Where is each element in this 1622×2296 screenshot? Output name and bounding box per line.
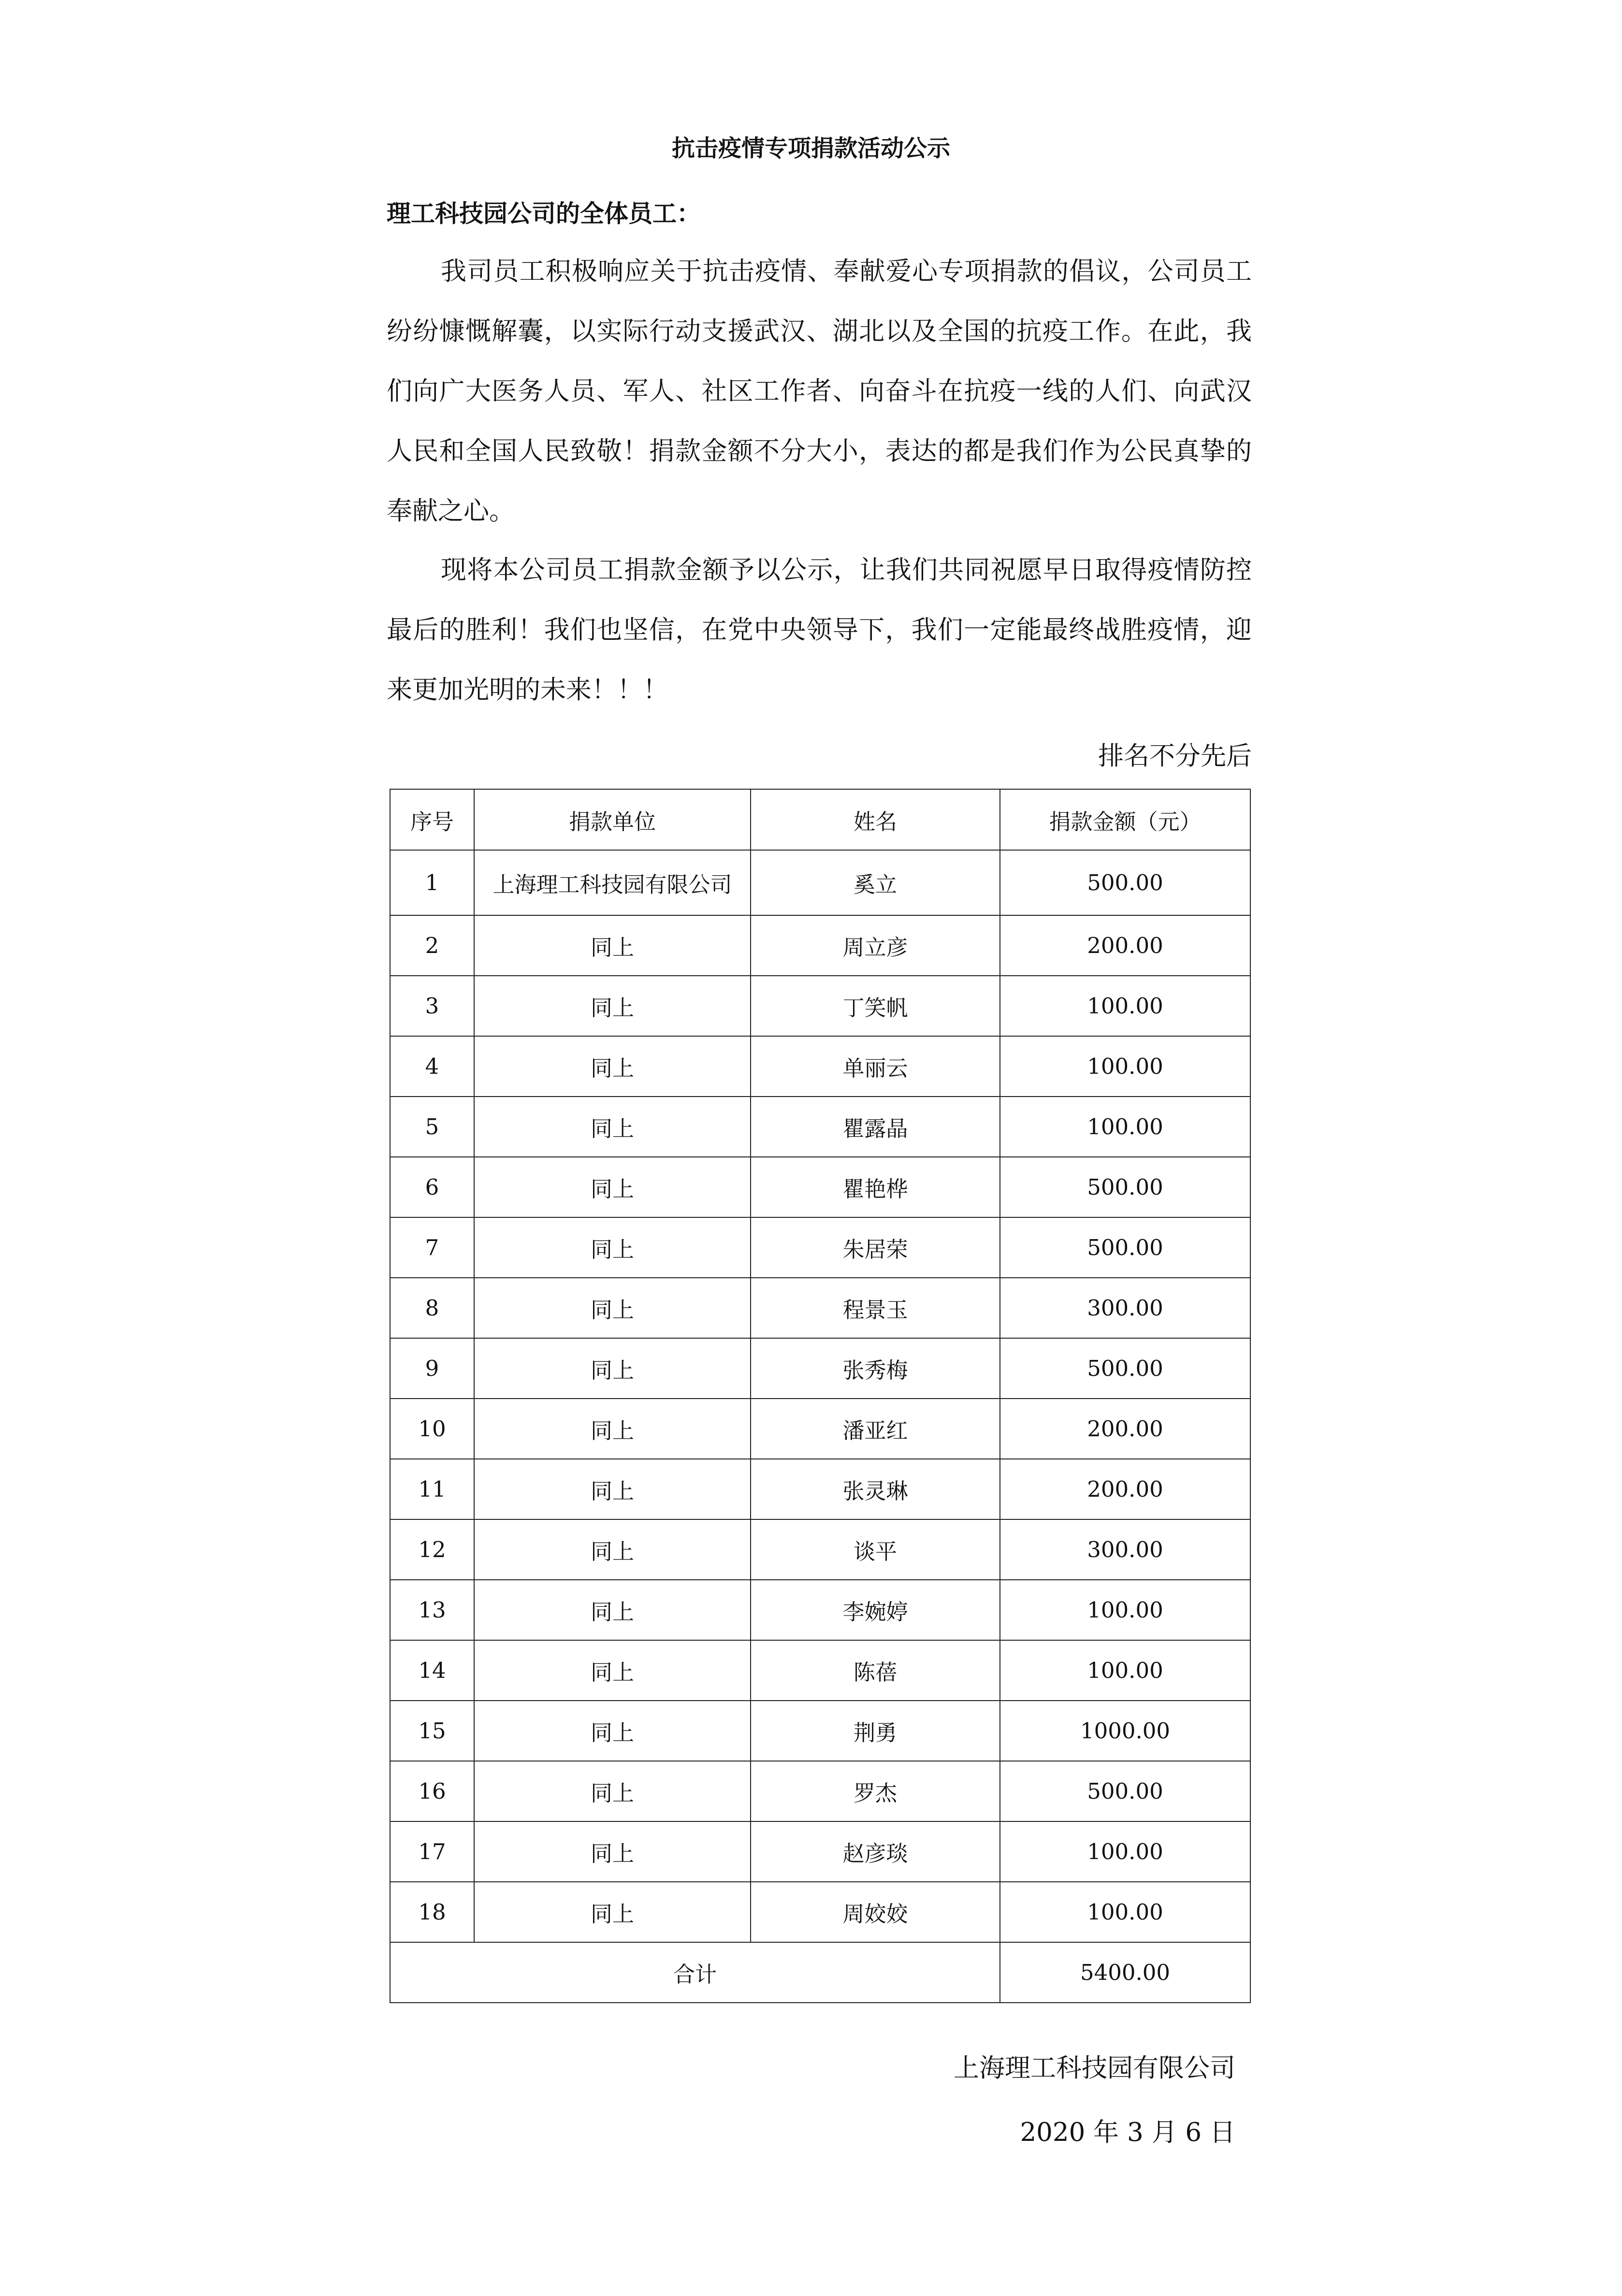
cell-unit: 同上 [474,976,751,1036]
cell-name: 潘亚红 [751,1399,1000,1459]
cell-name: 瞿艳桦 [751,1157,1000,1217]
cell-amount: 100.00 [1000,1882,1250,1942]
cell-name: 张灵琳 [751,1459,1000,1519]
cell-unit: 同上 [474,1519,751,1580]
cell-amount: 500.00 [1000,1157,1250,1217]
paragraph-intro: 我司员工积极响应关于抗击疫情、奉献爱心专项捐款的倡议，公司员工纷纷慷慨解囊，以实际行动支援武汉、湖北以及全国的抗疫工作。在此，我们向广大医务人员、军人、社区工作者、向奋斗在抗疫一线的人们、向武汉人民和全国人民致敬！捐款金额不分大小，表达的都是我们作为公民真挚的奉献之心。 [387,257,1252,526]
table-row [390,1821,1250,1882]
donation-table-body [390,789,1250,2003]
table-header-row [390,789,1250,850]
cell-index: 12 [390,1519,474,1580]
salutation: 理工科技园公司的全体员工： [387,200,701,228]
cell-index: 13 [390,1580,474,1640]
cell-index: 4 [390,1036,474,1097]
cell-index: 17 [390,1821,474,1882]
cell-name: 瞿露晶 [751,1097,1000,1157]
cell-amount: 100.00 [1000,1097,1250,1157]
cell-unit: 同上 [474,1459,751,1519]
table-row [390,1157,1250,1217]
table-row [390,1217,1250,1278]
table-row [390,915,1250,976]
total-amount: 5400.00 [1000,1942,1250,2003]
cell-unit: 同上 [474,1399,751,1459]
table-row [390,850,1250,915]
document-title: 抗击疫情专项捐款活动公示 [671,135,950,162]
cell-name: 罗杰 [751,1761,1000,1821]
table-row [390,1338,1250,1399]
cell-name: 张秀梅 [751,1338,1000,1399]
cell-amount: 300.00 [1000,1519,1250,1580]
donation-table [390,789,1251,2003]
order-note: 排名不分先后 [1098,741,1252,771]
cell-index: 10 [390,1399,474,1459]
cell-name: 陈蓓 [751,1640,1000,1701]
paragraph-announcement: 现将本公司员工捐款金额予以公示，让我们共同祝愿早日取得疫情防控最后的胜利！我们也坚信，在党中央领导下，我们一定能最终战胜疫情，迎来更加光明的未来！！！ [387,555,1252,705]
table-row [390,1882,1250,1942]
total-label: 合计 [390,1942,1000,2003]
cell-name: 周立彦 [751,915,1000,976]
cell-unit: 同上 [474,1217,751,1278]
cell-amount: 100.00 [1000,1821,1250,1882]
cell-amount: 500.00 [1000,1338,1250,1399]
header-name: 姓名 [751,789,1000,850]
signature-date: 2020 年 3 月 6 日 [1020,2118,1235,2147]
table-row [390,1701,1250,1761]
cell-index: 16 [390,1761,474,1821]
cell-amount: 100.00 [1000,1580,1250,1640]
cell-name: 荆勇 [751,1701,1000,1761]
cell-name: 朱居荣 [751,1217,1000,1278]
cell-amount: 200.00 [1000,1459,1250,1519]
table-row [390,976,1250,1036]
cell-amount: 500.00 [1000,1217,1250,1278]
cell-amount: 1000.00 [1000,1701,1250,1761]
cell-unit: 同上 [474,915,751,976]
table-row [390,1399,1250,1459]
table-row [390,1278,1250,1338]
cell-amount: 500.00 [1000,1761,1250,1821]
header-amount: 捐款金额（元） [1000,789,1250,850]
table-row [390,1459,1250,1519]
cell-amount: 200.00 [1000,1399,1250,1459]
cell-unit: 同上 [474,1580,751,1640]
cell-unit: 同上 [474,1640,751,1701]
cell-amount: 100.00 [1000,976,1250,1036]
table-row [390,1519,1250,1580]
cell-amount: 100.00 [1000,1640,1250,1701]
cell-unit: 同上 [474,1761,751,1821]
cell-index: 3 [390,976,474,1036]
cell-name: 丁笑帆 [751,976,1000,1036]
cell-amount: 300.00 [1000,1278,1250,1338]
header-unit: 捐款单位 [474,789,751,850]
table-total-row [390,1942,1250,2003]
cell-unit: 同上 [474,1882,751,1942]
cell-unit: 同上 [474,1821,751,1882]
cell-name: 谈平 [751,1519,1000,1580]
cell-unit: 同上 [474,1338,751,1399]
cell-amount: 100.00 [1000,1036,1250,1097]
cell-unit: 同上 [474,1097,751,1157]
cell-index: 7 [390,1217,474,1278]
cell-index: 9 [390,1338,474,1399]
cell-name: 单丽云 [751,1036,1000,1097]
cell-index: 5 [390,1097,474,1157]
cell-name: 周姣姣 [751,1882,1000,1942]
cell-unit: 同上 [474,1701,751,1761]
header-index: 序号 [390,789,474,850]
cell-index: 14 [390,1640,474,1701]
cell-name: 程景玉 [751,1278,1000,1338]
table-row [390,1036,1250,1097]
cell-unit: 同上 [474,1157,751,1217]
cell-index: 2 [390,915,474,976]
cell-index: 1 [390,850,474,915]
table-row [390,1640,1250,1701]
cell-unit: 同上 [474,1278,751,1338]
cell-name: 赵彦琰 [751,1821,1000,1882]
cell-index: 18 [390,1882,474,1942]
table-row [390,1580,1250,1640]
table-row [390,1097,1250,1157]
table-row [390,1761,1250,1821]
cell-name: 奚立 [751,850,1000,915]
signature-company: 上海理工科技园有限公司 [954,2053,1235,2083]
cell-amount: 500.00 [1000,850,1250,915]
cell-index: 11 [390,1459,474,1519]
cell-unit: 上海理工科技园有限公司 [474,850,751,915]
cell-index: 8 [390,1278,474,1338]
cell-unit: 同上 [474,1036,751,1097]
cell-index: 15 [390,1701,474,1761]
cell-amount: 200.00 [1000,915,1250,976]
cell-index: 6 [390,1157,474,1217]
cell-name: 李婉婷 [751,1580,1000,1640]
